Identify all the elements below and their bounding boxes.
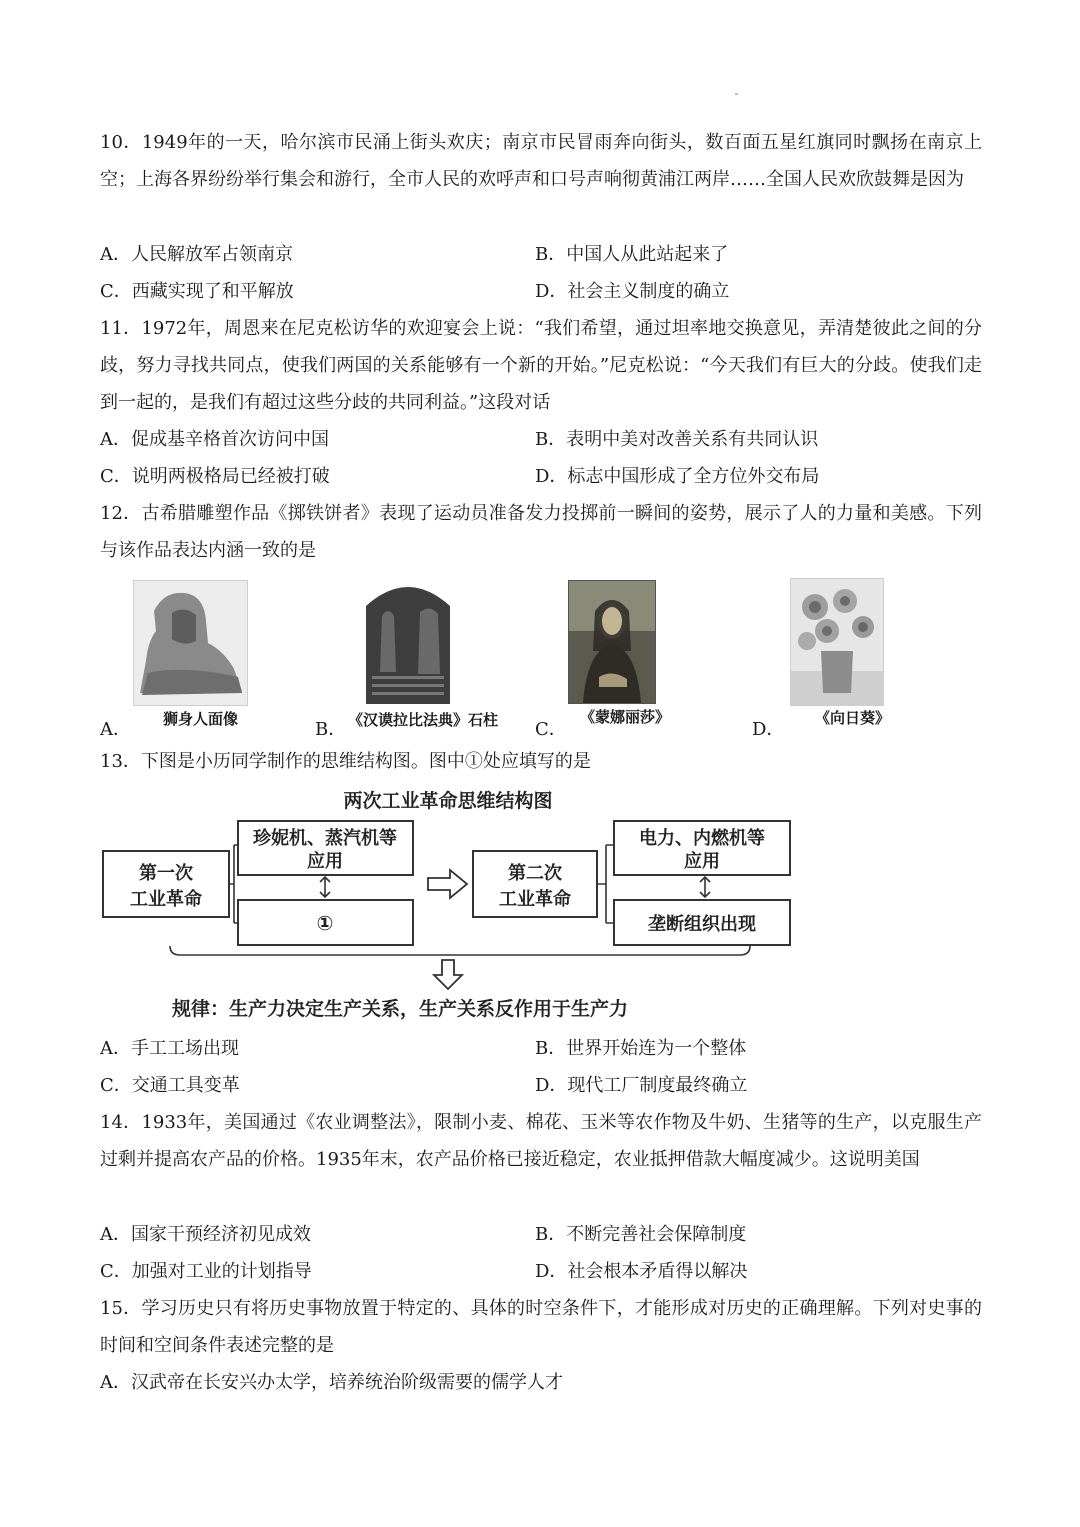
q10-option-d[interactable]: D．社会主义制度的确立 — [535, 281, 730, 302]
q11-option-d[interactable]: D．标志中国形成了全方位外交布局 — [535, 466, 820, 487]
mona-lisa-image[interactable] — [568, 580, 656, 704]
q13-option-b[interactable]: B．世界开始连为一个整体 — [535, 1038, 747, 1059]
rule-text: 规律：生产力决定生产关系，生产关系反作用于生产力 — [171, 998, 629, 1020]
q12-letter-d[interactable]: D． — [752, 719, 785, 740]
second-top-label-1: 电力、内燃机等 — [639, 828, 765, 849]
q11-option-a[interactable]: A．促成基辛格首次访问中国 — [100, 429, 329, 450]
code-of-hammurabi-stele-image[interactable] — [358, 576, 458, 704]
q14-option-a[interactable]: A．国家干预经济初见成效 — [100, 1224, 311, 1245]
q13-option-d[interactable]: D．现代工厂制度最终确立 — [535, 1075, 748, 1096]
first-revolution-label-2: 工业革命 — [130, 889, 202, 910]
q13-option-c[interactable]: C．交通工具变革 — [100, 1075, 240, 1096]
q12-letter-b[interactable]: B． — [315, 719, 347, 740]
q10-option-b[interactable]: B．中国人从此站起来了 — [535, 244, 729, 265]
second-bottom-label: 垄断组织出现 — [648, 914, 756, 935]
second-revolution-label-2: 工业革命 — [499, 889, 571, 910]
q13-option-a[interactable]: A．手工工场出现 — [100, 1038, 239, 1059]
scan-speck — [735, 93, 738, 95]
blank-marker-1: ① — [316, 911, 334, 935]
industrial-revolution-mind-map — [100, 783, 796, 1027]
q14-option-c[interactable]: C．加强对工业的计划指导 — [100, 1261, 312, 1282]
caption-sunflowers: 《向日葵》 — [815, 709, 891, 727]
q11-option-b[interactable]: B．表明中美对改善关系有共同认识 — [535, 429, 819, 450]
caption-mona-lisa: 《蒙娜丽莎》 — [580, 708, 671, 726]
question-13-stem: 13．下图是小历同学制作的思维结构图。图中①处应填写的是 — [100, 751, 591, 772]
sunflowers-image[interactable] — [790, 578, 884, 706]
q14-option-d[interactable]: D．社会根本矛盾得以解决 — [535, 1261, 748, 1282]
mind-map-title: 两次工业革命思维结构图 — [343, 790, 553, 812]
question-11-stem: 11．1972年，周恩来在尼克松访华的欢迎宴会上说：“我们希望，通过坦率地交换意见，弄清楚彼此之间的分歧，努力寻找共同点，使我们两国的关系能够有一个新的开始。”尼克松说：“今天我们有巨大的分歧。使我们走到一起的，是我们有超过这些分歧的共同利益。”这段对话 — [100, 318, 982, 413]
first-top-label-1: 珍妮机、蒸汽机等 — [253, 828, 397, 849]
q14-option-b[interactable]: B．不断完善社会保障制度 — [535, 1224, 747, 1245]
first-revolution-label-1: 第一次 — [139, 863, 193, 884]
q12-letter-c[interactable]: C． — [535, 719, 567, 740]
q11-option-c[interactable]: C．说明两极格局已经被打破 — [100, 466, 330, 487]
q10-option-c[interactable]: C．西藏实现了和平解放 — [100, 281, 294, 302]
q12-letter-a[interactable]: A． — [100, 719, 131, 740]
q15-option-a[interactable]: A．汉武帝在长安兴办太学，培养统治阶级需要的儒学人才 — [100, 1372, 563, 1393]
question-12-stem: 12．古希腊雕塑作品《掷铁饼者》表现了运动员准备发力投掷前一瞬间的姿势，展示了人的力量和美感。下列与该作品表达内涵一致的是 — [100, 503, 982, 561]
first-top-label-2: 应用 — [307, 851, 343, 872]
sphinx-image[interactable] — [133, 580, 248, 706]
question-10-stem: 10．1949年的一天，哈尔滨市民涌上街头欢庆；南京市民冒雨奔向街头，数百面五星红旗同时飘扬在南京上空；上海各界纷纷举行集会和游行，全市人民的欢呼声和口号声响彻黄浦江两岸……全国人民欢欣鼓舞是因为 — [100, 132, 982, 190]
caption-hammurabi: 《汉谟拉比法典》石柱 — [348, 711, 499, 729]
caption-sphinx: 狮身人面像 — [163, 710, 239, 728]
second-revolution-label-1: 第二次 — [508, 863, 562, 884]
q10-option-a[interactable]: A．人民解放军占领南京 — [100, 244, 293, 265]
second-top-label-2: 应用 — [684, 851, 720, 872]
question-15-stem: 15．学习历史只有将历史事物放置于特定的、具体的时空条件下，才能形成对历史的正确理解。下列对史事的时间和空间条件表述完整的是 — [100, 1298, 982, 1356]
question-14-stem: 14．1933年，美国通过《农业调整法》，限制小麦、棉花、玉米等农作物及牛奶、生猪等的生产，以克服生产过剩并提高农产品的价格。1935年末，农产品价格已接近稳定，农业抵押借款大幅度减少。这说明美国 — [100, 1112, 982, 1170]
